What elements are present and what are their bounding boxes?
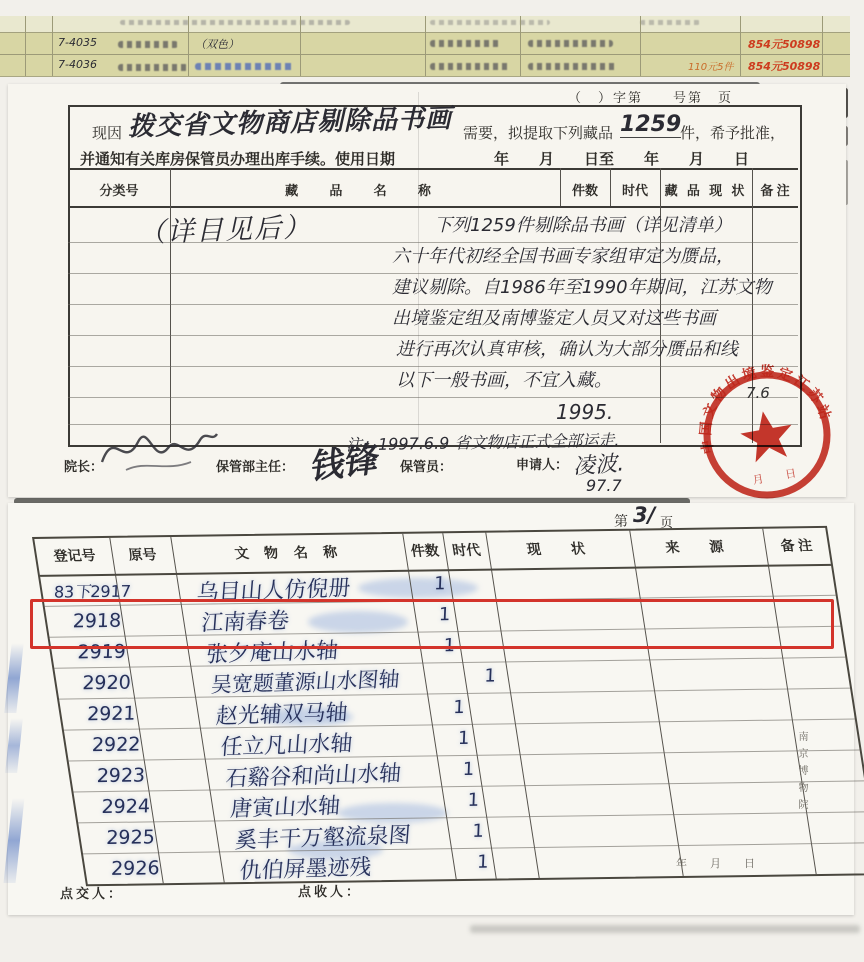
- relic-name: 奚丰干万壑流泉图: [231, 823, 412, 854]
- stamp-month-day: 月 日: [751, 467, 798, 488]
- ledger-gridline: [640, 16, 641, 76]
- relic-name: 乌目山人仿倪册: [192, 576, 351, 607]
- ledger-gridline: [740, 16, 741, 76]
- ledger-gridline: [52, 16, 53, 76]
- ledger-row2-mid-price: 110元5件: [688, 62, 734, 73]
- intro-post: 件，希予批准，: [680, 126, 786, 142]
- intro-mid: 需要，拟提取下列藏品: [463, 126, 614, 142]
- stamp-ring-text: 中国文物出境鉴定江苏站: [698, 363, 834, 456]
- scan-streak: [470, 925, 860, 933]
- ledger-gridline: [425, 16, 426, 76]
- ledger-row2-price: 854元50898: [748, 60, 821, 73]
- ledger-row2-scribble: [430, 63, 510, 70]
- quantity: 1: [432, 573, 448, 595]
- quantity: 1: [475, 851, 491, 873]
- condition-line: 六十年代初经全国书画专家组审定为赝品，: [392, 246, 734, 267]
- reg-no: 83下2917: [52, 581, 133, 602]
- reg-no: 2924: [99, 795, 152, 819]
- blue-ink-mark: [4, 798, 25, 883]
- applicant-signature: 凌波.: [572, 451, 625, 480]
- reg-no: 2920: [80, 671, 133, 695]
- quantity: 1: [456, 727, 472, 750]
- table-top-line: [68, 168, 798, 170]
- intro-pre: 现因: [92, 126, 123, 142]
- ledger-row1-code: 7-4035: [58, 36, 97, 49]
- quantity: 1: [442, 635, 457, 657]
- relic-name: 任立凡山水轴: [216, 731, 353, 761]
- condition-line: 下列1259件剔除品书画（详见清单）: [434, 215, 732, 236]
- quantity: 1: [437, 604, 453, 626]
- relic-name: 唐寅山水轴: [226, 793, 341, 823]
- ledger-row2-scribble: [118, 64, 188, 71]
- ledger-row1-scribble: [118, 41, 178, 48]
- reg-no: 2918: [71, 609, 123, 633]
- ledger-header-scribble: [640, 20, 700, 25]
- ledger-row1-name: （双色）: [195, 38, 239, 51]
- handover-label: 点交人：: [60, 886, 125, 901]
- relic-name: 石谿谷和尚山水轴: [221, 761, 402, 792]
- applicant-label: 申请人：: [516, 457, 569, 472]
- relic-name: 吴宽题董源山水图轴: [207, 667, 400, 698]
- transfer-request-form: [8, 84, 846, 497]
- ledger-header-scribble: [430, 20, 550, 25]
- reg-no: 2919: [76, 640, 128, 664]
- col-header-source: 来 源: [664, 540, 733, 557]
- col-header-orig-no: 原号: [127, 548, 158, 564]
- col-header-era: 时代: [621, 183, 648, 198]
- col-header-quantity: 件数: [409, 544, 441, 560]
- relic-name: 赵光辅双马轴: [212, 700, 349, 730]
- col-header-condition: 藏 品 现 状: [664, 183, 748, 198]
- quantity: 1: [483, 665, 498, 687]
- inventory-table: [32, 526, 864, 886]
- page-number-pre: 第: [614, 515, 628, 530]
- ledger-row1-scribble: [528, 40, 613, 47]
- col-header-era: 时代: [451, 543, 482, 560]
- quantity: 1: [471, 820, 486, 842]
- col-header-remarks: 备 注: [760, 183, 790, 198]
- item-name-note: （详目见后）: [137, 211, 313, 250]
- col-header-item-name: 藏 品 名 称: [285, 183, 445, 198]
- intro-line2: 并通知有关库房保管员办理出库手续。使用日期: [80, 152, 396, 168]
- dept-head-signature: 钱锋: [306, 439, 379, 488]
- director-signature-scribble: [96, 422, 221, 477]
- ledger-row2-blue-scribble: [195, 63, 295, 70]
- relic-name: 江南春卷: [197, 608, 290, 637]
- keeper-label: 保管员：: [400, 459, 453, 474]
- appraisal-date: 1995.: [556, 400, 614, 424]
- reg-no: 2923: [95, 764, 147, 788]
- page-number-value: 3/: [633, 503, 656, 527]
- quantity: 1: [466, 789, 481, 811]
- export-appraisal-station-stamp: [679, 347, 855, 523]
- condition-line: 建议剔除。自1986年至1990年期间，江苏文物: [392, 277, 772, 298]
- header-bottom-line: [68, 206, 798, 208]
- highlight-box-2918: [30, 599, 834, 649]
- reg-no: 2921: [85, 702, 138, 726]
- condition-line: 以下一般书画，不宜入藏。: [396, 370, 612, 391]
- ledger-row1-price: 854元50898: [748, 38, 821, 51]
- ledger-row2-scribble: [528, 63, 618, 70]
- stamp-handwritten-date: 7.6: [746, 384, 770, 402]
- condition-line: 出境鉴定组及南博鉴定人员又对这些书画: [392, 308, 716, 329]
- page-number-post: 页: [660, 515, 674, 530]
- intro-count-handwritten: 1259: [620, 112, 682, 137]
- reg-no: 2922: [90, 733, 143, 757]
- note-line: 注：1997.6.9 省文物店正式全部运走.: [345, 430, 620, 455]
- date-blanks: 年 月 日: [676, 858, 761, 870]
- inventory-list-sheet: [8, 503, 854, 915]
- col-header-condition: 现 状: [525, 542, 595, 559]
- ledger-gridline: [188, 16, 189, 76]
- ledger-gridline: [25, 16, 26, 76]
- col-header-relic-name: 文 物 名 称: [233, 545, 345, 563]
- condition-line: 进行再次认真审核，确认为大部分赝品和线: [396, 339, 738, 360]
- blue-ink-mark: [4, 643, 23, 713]
- dept-head-label: 保管部主任：: [216, 459, 295, 474]
- form-corner-label: （ ）字第 号第 页: [568, 90, 734, 105]
- ledger-strip: [0, 16, 850, 77]
- ledger-row1-scribble: [430, 40, 500, 47]
- reg-no: 2925: [104, 826, 157, 849]
- col-header-classification: 分类号: [99, 183, 139, 198]
- col-header-remarks: 备 注: [779, 539, 814, 555]
- receiver-label: 点收人：: [298, 884, 363, 899]
- relic-name: 张夕庵山水轴: [202, 638, 339, 668]
- intro-reason-handwritten: 拨交省文物商店剔除品书画: [127, 103, 453, 143]
- reg-no: 2926: [109, 857, 162, 880]
- museum-side-text: 南京博物院: [796, 731, 807, 816]
- ledger-header-scribble: [120, 20, 350, 25]
- relic-name: 仇伯屏墨迹残: [236, 855, 372, 885]
- col-header-reg-no: 登记号: [52, 549, 97, 565]
- ledger-gridline: [300, 16, 301, 76]
- col-header-quantity: 件数: [571, 183, 598, 198]
- stamp-star: [737, 407, 797, 464]
- intro-date-blanks: 年 月 日至 年 月 日: [494, 152, 750, 168]
- director-label: 院长：: [64, 459, 104, 474]
- ledger-gridline: [520, 16, 521, 76]
- quantity: 1: [461, 758, 477, 780]
- quantity: 1: [451, 696, 467, 719]
- ledger-gridline: [822, 16, 823, 76]
- blue-ink-mark: [5, 718, 23, 773]
- ledger-row2-code: 7-4036: [58, 58, 97, 71]
- applicant-date: 97.7: [586, 476, 622, 495]
